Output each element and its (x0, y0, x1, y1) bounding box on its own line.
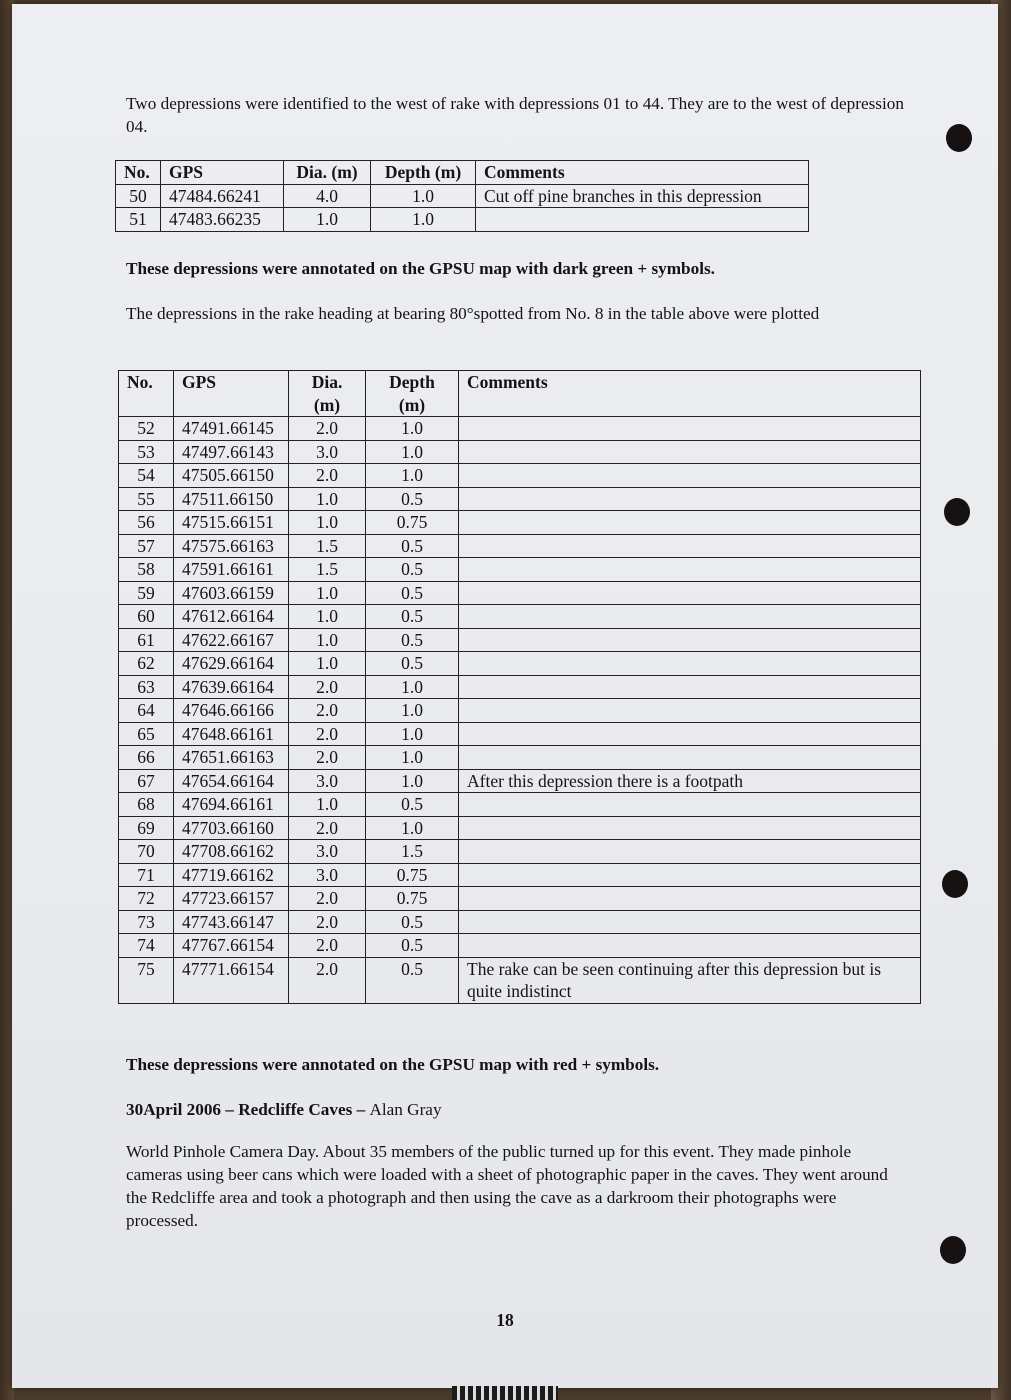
cell-no: 75 (119, 957, 174, 1003)
cell-no: 61 (119, 628, 174, 652)
cell-dia: 2.0 (289, 910, 366, 934)
cell-dia: 3.0 (289, 840, 366, 864)
cell-gps: 47648.66161 (174, 722, 289, 746)
cell-gps: 47575.66163 (174, 534, 289, 558)
cell-comments (459, 464, 921, 488)
cell-depth: 1.0 (366, 464, 459, 488)
cell-dia: 2.0 (289, 699, 366, 723)
cell-gps: 47483.66235 (161, 208, 284, 232)
cell-comments (459, 440, 921, 464)
table-row (119, 699, 921, 723)
cell-gps: 47505.66150 (174, 464, 289, 488)
col-header-depth: Depth (m) (371, 161, 476, 185)
cell-gps: 47591.66161 (174, 558, 289, 582)
cell-comments (459, 910, 921, 934)
cell-comments (459, 628, 921, 652)
table-row (119, 840, 921, 864)
cell-dia: 1.0 (289, 581, 366, 605)
cell-comments (459, 863, 921, 887)
cell-gps: 47639.66164 (174, 675, 289, 699)
cell-gps: 47771.66154 (174, 957, 289, 1003)
cell-no: 54 (119, 464, 174, 488)
cell-no: 50 (116, 184, 161, 208)
cell-dia: 1.0 (289, 487, 366, 511)
cell-no: 55 (119, 487, 174, 511)
section-date-title: 30April 2006 – Redcliffe Caves – (126, 1100, 366, 1119)
cell-depth: 0.5 (366, 652, 459, 676)
cell-gps: 47497.66143 (174, 440, 289, 464)
table-row (119, 605, 921, 629)
table-header-row (116, 161, 809, 185)
cell-comments (459, 417, 921, 441)
cell-gps: 47491.66145 (174, 417, 289, 441)
cell-depth: 1.0 (366, 699, 459, 723)
cell-depth: 1.0 (366, 816, 459, 840)
cell-depth: 1.0 (371, 184, 476, 208)
cell-comments (459, 699, 921, 723)
cell-depth: 1.0 (366, 722, 459, 746)
cell-depth: 0.5 (366, 957, 459, 1003)
table-row (119, 417, 921, 441)
cell-depth: 1.0 (366, 769, 459, 793)
cell-no: 63 (119, 675, 174, 699)
note-red: These depressions were annotated on the GPSU map with red + symbols. (126, 1055, 660, 1074)
cell-no: 64 (119, 699, 174, 723)
table-row (119, 464, 921, 488)
table-row (119, 534, 921, 558)
cell-no: 67 (119, 769, 174, 793)
cell-depth: 1.0 (371, 208, 476, 232)
cell-no: 57 (119, 534, 174, 558)
col-header-no: No. (119, 371, 174, 417)
table-row (119, 934, 921, 958)
cell-depth: 1.0 (366, 675, 459, 699)
cell-no: 53 (119, 440, 174, 464)
cell-dia: 1.0 (289, 605, 366, 629)
cell-comments (459, 840, 921, 864)
cell-comments (459, 746, 921, 770)
cell-no: 70 (119, 840, 174, 864)
cell-depth: 0.5 (366, 628, 459, 652)
cell-gps: 47703.66160 (174, 816, 289, 840)
cell-depth: 1.0 (366, 417, 459, 441)
cell-dia: 2.0 (289, 934, 366, 958)
cell-no: 56 (119, 511, 174, 535)
cell-comments (459, 605, 921, 629)
col-header-depth: Depth (m) (366, 371, 459, 417)
cell-dia: 1.0 (289, 628, 366, 652)
barcode-strip (452, 1386, 558, 1400)
table-row (119, 957, 921, 1003)
cell-no: 60 (119, 605, 174, 629)
col-header-comments: Comments (459, 371, 921, 417)
cell-comments: After this depression there is a footpath (459, 769, 921, 793)
table-row (119, 487, 921, 511)
cell-depth: 0.5 (366, 581, 459, 605)
cell-depth: 1.0 (366, 440, 459, 464)
col-header-gps: GPS (174, 371, 289, 417)
table-row (119, 652, 921, 676)
table-row (119, 769, 921, 793)
document-page (12, 4, 998, 1388)
table-row (119, 440, 921, 464)
col-header-dia: Dia. (m) (289, 371, 366, 417)
cell-no: 58 (119, 558, 174, 582)
punch-hole (942, 870, 968, 898)
table-row (119, 722, 921, 746)
cell-depth: 0.75 (366, 511, 459, 535)
cell-comments (459, 722, 921, 746)
cell-no: 69 (119, 816, 174, 840)
cell-depth: 1.0 (366, 746, 459, 770)
cell-no: 72 (119, 887, 174, 911)
cell-dia: 3.0 (289, 769, 366, 793)
table-row (119, 863, 921, 887)
cell-gps: 47603.66159 (174, 581, 289, 605)
cell-depth: 0.5 (366, 793, 459, 817)
cell-comments (459, 652, 921, 676)
cell-depth: 0.5 (366, 487, 459, 511)
cell-comments (459, 511, 921, 535)
punch-hole (946, 124, 972, 152)
cell-no: 71 (119, 863, 174, 887)
cell-no: 68 (119, 793, 174, 817)
cell-comments (476, 208, 809, 232)
table-row (119, 887, 921, 911)
cell-dia: 2.0 (289, 887, 366, 911)
cell-no: 66 (119, 746, 174, 770)
table-row (119, 511, 921, 535)
cell-dia: 2.0 (289, 417, 366, 441)
depressions-table-1 (115, 160, 809, 232)
cell-comments: The rake can be seen continuing after this depression but is quite indistinct (459, 957, 921, 1003)
table-row (119, 581, 921, 605)
event-paragraph: World Pinhole Camera Day. About 35 members of the public turned up for this event. They made pinhole cameras using beer cans which were loaded with a sheet of photographic paper in the caves. They went around the Redcliffe area and took a photograph and then using the cave as a darkroom their photographs were processed. (126, 1142, 888, 1230)
cell-gps: 47767.66154 (174, 934, 289, 958)
cell-gps: 47708.66162 (174, 840, 289, 864)
table-row (119, 628, 921, 652)
cell-dia: 1.5 (289, 558, 366, 582)
cell-gps: 47651.66163 (174, 746, 289, 770)
cell-depth: 1.5 (366, 840, 459, 864)
bearing-paragraph: The depressions in the rake heading at bearing 80°spotted from No. 8 in the table above were plotted (126, 304, 820, 323)
punch-hole (940, 1236, 966, 1264)
intro-paragraph: Two depressions were identified to the west of rake with depressions 01 to 44. They are to the west of depression 04. (126, 94, 904, 136)
cell-dia: 2.0 (289, 746, 366, 770)
cell-depth: 0.5 (366, 910, 459, 934)
cell-comments (459, 816, 921, 840)
cell-comments (459, 934, 921, 958)
cell-depth: 0.5 (366, 558, 459, 582)
col-header-comments: Comments (476, 161, 809, 185)
cell-no: 65 (119, 722, 174, 746)
note-dark-green: These depressions were annotated on the GPSU map with dark green + symbols. (126, 259, 715, 278)
cell-gps: 47511.66150 (174, 487, 289, 511)
cell-dia: 2.0 (289, 464, 366, 488)
cell-gps: 47723.66157 (174, 887, 289, 911)
table-row (119, 675, 921, 699)
table-row (119, 558, 921, 582)
cell-gps: 47654.66164 (174, 769, 289, 793)
table-header-row (119, 371, 921, 417)
cell-depth: 0.5 (366, 934, 459, 958)
page-number: 18 (496, 1310, 514, 1330)
section-heading (126, 1098, 926, 1121)
cell-dia: 1.0 (289, 652, 366, 676)
cell-dia: 2.0 (289, 675, 366, 699)
cell-gps: 47484.66241 (161, 184, 284, 208)
cell-gps: 47622.66167 (174, 628, 289, 652)
table-row (119, 746, 921, 770)
cell-dia: 2.0 (289, 816, 366, 840)
cell-depth: 0.75 (366, 863, 459, 887)
cell-dia: 2.0 (289, 722, 366, 746)
cell-gps: 47719.66162 (174, 863, 289, 887)
cell-comments (459, 581, 921, 605)
cell-depth: 0.75 (366, 887, 459, 911)
table-row (119, 793, 921, 817)
col-header-no: No. (116, 161, 161, 185)
cell-dia: 2.0 (289, 957, 366, 1003)
cell-no: 73 (119, 910, 174, 934)
cell-comments (459, 487, 921, 511)
table-row (116, 184, 809, 208)
cell-comments (459, 534, 921, 558)
cell-comments (459, 675, 921, 699)
cell-dia: 1.0 (289, 793, 366, 817)
cell-dia: 1.5 (289, 534, 366, 558)
table-row (119, 910, 921, 934)
cell-no: 62 (119, 652, 174, 676)
cell-depth: 0.5 (366, 605, 459, 629)
cell-depth: 0.5 (366, 534, 459, 558)
depressions-table-2 (118, 370, 921, 1004)
col-header-dia: Dia. (m) (284, 161, 371, 185)
cell-gps: 47743.66147 (174, 910, 289, 934)
cell-gps: 47515.66151 (174, 511, 289, 535)
cell-comments (459, 887, 921, 911)
section-author: Alan Gray (369, 1100, 442, 1119)
cell-gps: 47646.66166 (174, 699, 289, 723)
table-row (116, 208, 809, 232)
cell-no: 52 (119, 417, 174, 441)
cell-comments: Cut off pine branches in this depression (476, 184, 809, 208)
cell-no: 59 (119, 581, 174, 605)
cell-comments (459, 558, 921, 582)
col-header-gps: GPS (161, 161, 284, 185)
cell-dia: 1.0 (289, 511, 366, 535)
cell-no: 51 (116, 208, 161, 232)
table-row (119, 816, 921, 840)
cell-dia: 1.0 (284, 208, 371, 232)
cell-gps: 47612.66164 (174, 605, 289, 629)
cell-comments (459, 793, 921, 817)
cell-no: 74 (119, 934, 174, 958)
cell-dia: 3.0 (289, 440, 366, 464)
cell-gps: 47629.66164 (174, 652, 289, 676)
cell-gps: 47694.66161 (174, 793, 289, 817)
cell-dia: 4.0 (284, 184, 371, 208)
punch-hole (944, 498, 970, 526)
cell-dia: 3.0 (289, 863, 366, 887)
